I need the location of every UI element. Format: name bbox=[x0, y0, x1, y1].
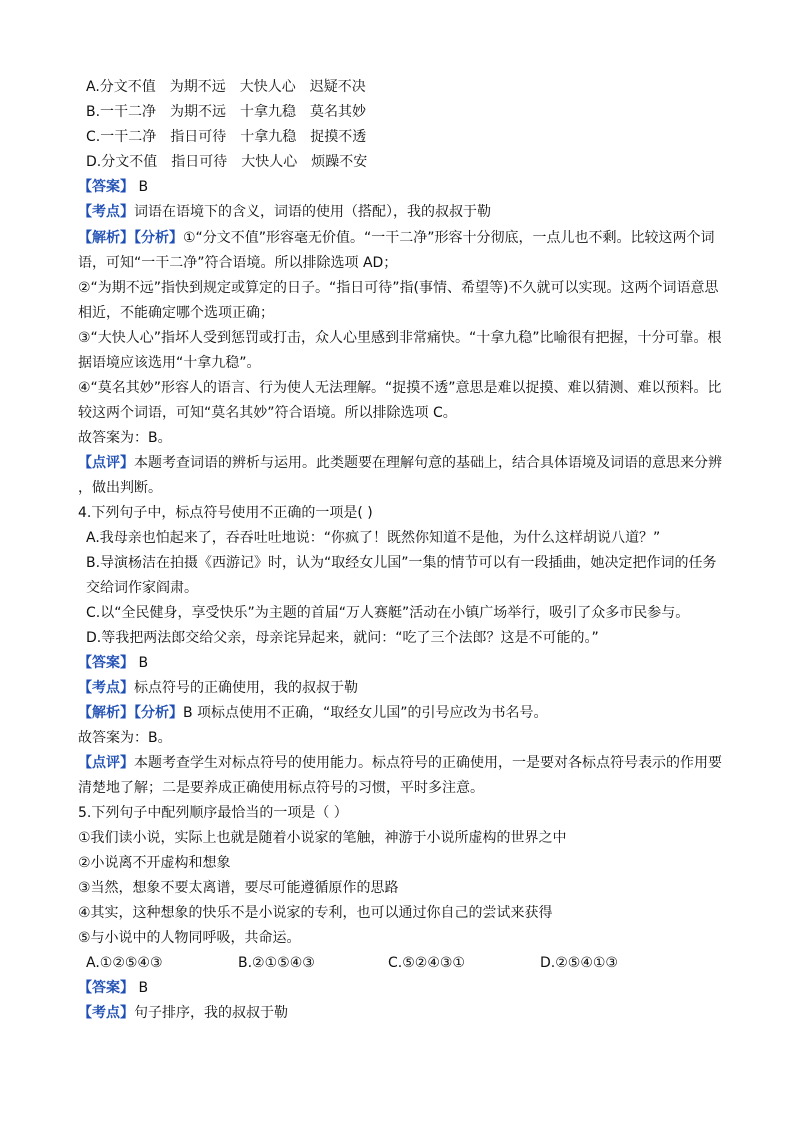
q3-option-d: D.分文不值 指日可待 大快人心 烦躁不安 bbox=[86, 154, 368, 170]
dianping-text: 本题考查学生对标点符号的使用能力。标点符号的正确使用，一是要对各标点符号表示的作用要 bbox=[134, 755, 722, 771]
q5-sentence-5: ⑤与小说中的人物同呼吸，共命运。 bbox=[78, 930, 301, 946]
q3-jiexi-line-3: ②“为期不远”指快到规定或算定的日子。“指日可待”指(事情、希望等)不久就可以实现。这两个词语意思 bbox=[78, 280, 719, 296]
q5-sentence-4: ④其实，这种想象的快乐不是小说家的专利，也可以通过你自己的尝试来获得 bbox=[78, 905, 553, 921]
q4-option-b-line-2: 交给词作家阎肃。 bbox=[86, 580, 198, 596]
q4-dianping-line-1 bbox=[78, 753, 722, 773]
q3-option-b: B.一干二净 为期不远 十拿九稳 莫名其妙 bbox=[86, 104, 367, 120]
kaodian-text: 标点符号的正确使用，我的叔叔于勒 bbox=[134, 680, 358, 696]
q3-jiexi-line-2: 语，可知“一干二净”符合语境。所以排除选项 AD； bbox=[78, 255, 398, 271]
q5-sentence-2: ②小说离不开虚构和想象 bbox=[78, 855, 231, 871]
q3-jiexi-line-7: ④“莫名其妙”形容人的语言、行为使人无法理解。“捉摸不透”意思是难以捉摸、难以猜测、难以预料。比 bbox=[78, 380, 722, 396]
dianping-tag: 【点评】 bbox=[78, 455, 134, 471]
answer-tag: 【答案】 bbox=[78, 980, 134, 996]
q4-option-c: C.以“全民健身，享受快乐”为主题的首届“万人赛艇”活动在小镇广场举行，吸引了众多市民参与。 bbox=[86, 605, 690, 621]
q3-jiexi-line-4: 相近，不能确定哪个选项正确； bbox=[78, 305, 274, 321]
q4-dianping-line-2: 清楚地了解；二是要养成正确使用标点符号的习惯，平时多注意。 bbox=[78, 780, 484, 796]
q3-conclusion: 故答案为：B。 bbox=[78, 430, 172, 446]
kaodian-tag: 【考点】 bbox=[78, 204, 134, 220]
q3-dianping-line-1 bbox=[78, 453, 722, 473]
kaodian-tag: 【考点】 bbox=[78, 680, 134, 696]
q3-option-a: A.分文不值 为期不远 大快人心 迟疑不决 bbox=[86, 79, 366, 95]
q4-option-d: D.等我把两法郎交给父亲，母亲诧异起来，就问：“吃了三个法郎？这是不可能的。” bbox=[86, 630, 599, 646]
q3-answer bbox=[78, 177, 148, 197]
kaodian-text: 句子排序，我的叔叔于勒 bbox=[134, 1005, 288, 1021]
jiexi-tag: 【解析】【分析】 bbox=[78, 705, 183, 721]
answer-value: B bbox=[138, 179, 149, 195]
q5-sentence-1: ①我们读小说，实际上也就是随着小说家的笔触，神游于小说所虚构的世界之中 bbox=[78, 830, 567, 846]
answer-value: B bbox=[138, 655, 149, 671]
q5-stem: 5.下列句子中配列顺序最恰当的一项是（ ） bbox=[78, 805, 348, 821]
jiexi-tag: 【解析】【分析】 bbox=[78, 230, 183, 246]
q4-conclusion: 故答案为：B。 bbox=[78, 730, 172, 746]
q3-option-c: C.一干二净 指日可待 十拿九稳 捉摸不透 bbox=[86, 129, 367, 145]
q4-jiexi bbox=[78, 703, 548, 723]
q3-jiexi-line-6: 据语境应该选用“十拿九稳”。 bbox=[78, 355, 261, 371]
answer-tag: 【答案】 bbox=[78, 179, 134, 195]
kaodian-text: 词语在语境下的含义，词语的使用（搭配），我的叔叔于勒 bbox=[134, 204, 491, 220]
q5-sentence-3: ③当然，想象不要太离谱，要尽可能遵循原作的思路 bbox=[78, 880, 399, 896]
q5-option-c: C.⑤②④③① bbox=[388, 955, 465, 971]
q3-kaodian bbox=[78, 202, 491, 222]
q4-option-a: A.我母亲也怕起来了，吞吞吐吐地说：“你疯了！既然你知道不是他，为什么这样胡说八道？” bbox=[86, 530, 661, 546]
answer-value: B bbox=[138, 980, 149, 996]
answer-tag: 【答案】 bbox=[78, 655, 134, 671]
q4-kaodian bbox=[78, 678, 358, 698]
q4-stem: 4.下列句子中，标点符号使用不正确的一项是( ) bbox=[78, 505, 373, 521]
q3-dianping-line-2: ，做出判断。 bbox=[78, 480, 162, 496]
jiexi-text: ①“分文不值”形容毫无价值。“一干二净”形容十分彻底，一点儿也不剩。比较这两个词 bbox=[183, 230, 715, 246]
q3-jiexi-line-8: 较这两个词语，可知“莫名其妙”符合语境。所以排除选项 C。 bbox=[78, 405, 457, 421]
q4-answer bbox=[78, 653, 148, 673]
q5-answer bbox=[78, 978, 148, 998]
q5-option-d: D.②⑤④①③ bbox=[540, 955, 618, 971]
jiexi-text: B 项标点使用不正确，“取经女儿国”的引号应改为书名号。 bbox=[183, 705, 548, 721]
q3-jiexi-line-1 bbox=[78, 228, 715, 248]
q5-option-a: A.①②⑤④③ bbox=[86, 955, 163, 971]
q4-option-b-line-1: B.导演杨洁在拍摄《西游记》时，认为“取经女儿国”一集的情节可以有一段插曲，她决定把作词的任务 bbox=[86, 555, 717, 571]
q3-jiexi-line-5: ③“大快人心”指坏人受到惩罚或打击，众人心里感到非常痛快。“十拿九稳”比喻很有把握，十分可靠。根 bbox=[78, 330, 722, 346]
dianping-tag: 【点评】 bbox=[78, 755, 134, 771]
dianping-text: 本题考查词语的辨析与运用。此类题要在理解句意的基础上，结合具体语境及词语的意思来分辨 bbox=[134, 455, 722, 471]
q5-kaodian bbox=[78, 1003, 288, 1023]
q5-option-b: B.②①⑤④③ bbox=[238, 955, 315, 971]
kaodian-tag: 【考点】 bbox=[78, 1005, 134, 1021]
